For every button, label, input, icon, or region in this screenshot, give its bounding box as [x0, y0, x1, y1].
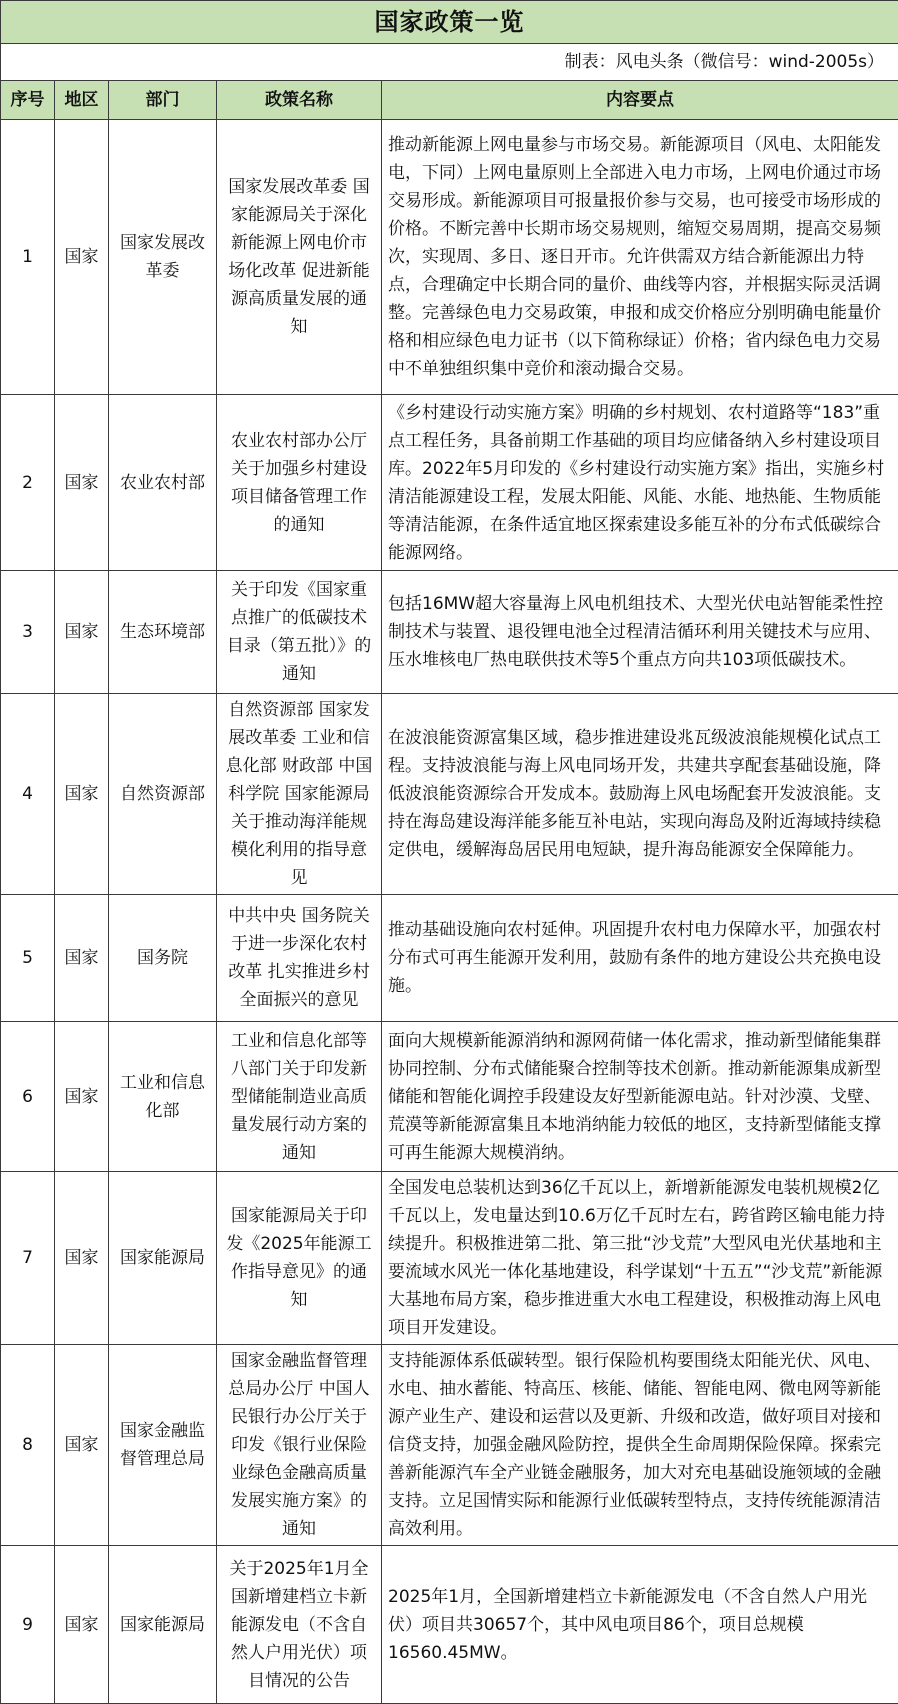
- row-dept: 工业和信息化部: [109, 1022, 217, 1172]
- header-dept: 部门: [109, 81, 217, 120]
- row-region: 国家: [55, 120, 109, 395]
- table-row: [1, 571, 898, 694]
- row-policy: 关于印发《国家重点推广的低碳技术目录（第五批）》的通知: [217, 571, 382, 694]
- header-no: 序号: [1, 81, 55, 120]
- row-content: 支持能源体系低碳转型。银行保险机构要围绕太阳能光伏、风电、水电、抽水蓄能、特高压、核能、储能、智能电网、微电网等新能源产业生产、建设和运营以及更新、升级和改造，做好项目对接和信贷支持，加强金融风险防控，提供全生命周期保险保障。探索完善新能源汽车全产业链金融服务，加大对充电基础设施领域的金融支持。立足国情实际和能源行业低碳转型特点，支持传统能源清洁高效利用。: [382, 1345, 898, 1546]
- row-policy: 关于2025年1月全国新增建档立卡新能源发电（不含自然人户用光伏）项目情况的公告: [217, 1546, 382, 1704]
- row-content: 全国发电总装机达到36亿千瓦以上，新增新能源发电装机规模2亿千瓦以上，发电量达到10.6万亿千瓦时左右，跨省跨区输电能力持续提升。积极推进第二批、第三批“沙戈荒”大型风电光伏基地和主要流域水风光一体化基地建设，科学谋划“十五五”“沙戈荒”新能源大基地布局方案，稳步推进重大水电工程建设，积极推动海上风电项目开发建设。: [382, 1172, 898, 1345]
- row-region: 国家: [55, 1172, 109, 1345]
- row-dept: 国家金融监督管理总局: [109, 1345, 217, 1546]
- row-region: 国家: [55, 895, 109, 1022]
- row-region: 国家: [55, 1345, 109, 1546]
- title-row: [1, 1, 898, 44]
- table-row: [1, 1345, 898, 1546]
- table-row: [1, 1546, 898, 1704]
- credit-row: [1, 44, 898, 81]
- table-row: [1, 1022, 898, 1172]
- row-region: 国家: [55, 694, 109, 895]
- row-no: 9: [1, 1546, 55, 1704]
- header-policy: 政策名称: [217, 81, 382, 120]
- row-region: 国家: [55, 1546, 109, 1704]
- row-region: 国家: [55, 1022, 109, 1172]
- row-no: 8: [1, 1345, 55, 1546]
- row-content: 包括16MW超大容量海上风电机组技术、大型光伏电站智能柔性控制技术与装置、退役锂电池全过程清洁循环利用关键技术与应用、压水堆核电厂热电联供技术等5个重点方向共103项低碳技术。: [382, 571, 898, 694]
- table-row: [1, 1172, 898, 1345]
- row-dept: 国务院: [109, 895, 217, 1022]
- row-dept: 国家发展改革委: [109, 120, 217, 395]
- header-content: 内容要点: [382, 81, 898, 120]
- row-no: 5: [1, 895, 55, 1022]
- row-dept: 国家能源局: [109, 1172, 217, 1345]
- row-policy: 中共中央 国务院关于进一步深化农村改革 扎实推进乡村全面振兴的意见: [217, 895, 382, 1022]
- row-content: 2025年1月，全国新增建档立卡新能源发电（不含自然人户用光伏）项目共30657个，其中风电项目86个，项目总规模16560.45MW。: [382, 1546, 898, 1704]
- table-credit: 制表：风电头条（微信号：wind-2005s）: [1, 44, 898, 81]
- row-content: 推动新能源上网电量参与市场交易。新能源项目（风电、太阳能发电，下同）上网电量原则上全部进入电力市场，上网电价通过市场交易形成。新能源项目可报量报价参与交易，也可接受市场形成的价格。不断完善中长期市场交易规则，缩短交易周期，提高交易频次，实现周、多日、逐日开市。允许供需双方结合新能源出力特点，合理确定中长期合同的量价、曲线等内容，并根据实际灵活调整。完善绿色电力交易政策，申报和成交价格应分别明确电能量价格和相应绿色电力证书（以下简称绿证）价格；省内绿色电力交易中不单独组织集中竞价和滚动撮合交易。: [382, 120, 898, 395]
- row-dept: 生态环境部: [109, 571, 217, 694]
- table-row: [1, 395, 898, 571]
- row-region: 国家: [55, 571, 109, 694]
- row-policy: 自然资源部 国家发展改革委 工业和信息化部 财政部 中国科学院 国家能源局关于推动海洋能规模化利用的指导意见: [217, 694, 382, 895]
- row-policy: 农业农村部办公厅关于加强乡村建设项目储备管理工作的通知: [217, 395, 382, 571]
- row-no: 6: [1, 1022, 55, 1172]
- table-row: [1, 120, 898, 395]
- header-region: 地区: [55, 81, 109, 120]
- row-policy: 国家发展改革委 国家能源局关于深化新能源上网电价市场化改革 促进新能源高质量发展的通知: [217, 120, 382, 395]
- row-no: 2: [1, 395, 55, 571]
- row-content: 面向大规模新能源消纳和源网荷储一体化需求，推动新型储能集群协同控制、分布式储能聚合控制等技术创新。推动新能源集成新型储能和智能化调控手段建设友好型新能源电站。针对沙漠、戈壁、荒漠等新能源富集且本地消纳能力较低的地区，支持新型储能支撑可再生能源大规模消纳。: [382, 1022, 898, 1172]
- table-title: 国家政策一览: [1, 1, 898, 44]
- row-no: 3: [1, 571, 55, 694]
- table-row: [1, 895, 898, 1022]
- row-region: 国家: [55, 395, 109, 571]
- row-no: 4: [1, 694, 55, 895]
- row-content: 推动基础设施向农村延伸。巩固提升农村电力保障水平，加强农村分布式可再生能源开发利用，鼓励有条件的地方建设公共充换电设施。: [382, 895, 898, 1022]
- row-dept: 国家能源局: [109, 1546, 217, 1704]
- table-row: [1, 694, 898, 895]
- row-content: 在波浪能资源富集区域，稳步推进建设兆瓦级波浪能规模化试点工程。支持波浪能与海上风电同场开发，共建共享配套基础设施，降低波浪能资源综合开发成本。鼓励海上风电场配套开发波浪能。支持在海岛建设海洋能多能互补电站，实现向海岛及附近海域持续稳定供电，缓解海岛居民用电短缺，提升海岛能源安全保障能力。: [382, 694, 898, 895]
- row-dept: 农业农村部: [109, 395, 217, 571]
- row-dept: 自然资源部: [109, 694, 217, 895]
- row-policy: 国家能源局关于印发《2025年能源工作指导意见》的通知: [217, 1172, 382, 1345]
- row-content: 《乡村建设行动实施方案》明确的乡村规划、农村道路等“183”重点工程任务，具备前期工作基础的项目均应储备纳入乡村建设项目库。2022年5月印发的《乡村建设行动实施方案》指出，实施乡村清洁能源建设工程，发展太阳能、风能、水能、地热能、生物质能等清洁能源，在条件适宜地区探索建设多能互补的分布式低碳综合能源网络。: [382, 395, 898, 571]
- row-no: 7: [1, 1172, 55, 1345]
- row-no: 1: [1, 120, 55, 395]
- header-row: [1, 81, 898, 120]
- row-policy: 工业和信息化部等八部门关于印发新型储能制造业高质量发展行动方案的通知: [217, 1022, 382, 1172]
- row-policy: 国家金融监督管理总局办公厅 中国人民银行办公厅关于印发《银行业保险业绿色金融高质量发展实施方案》的通知: [217, 1345, 382, 1546]
